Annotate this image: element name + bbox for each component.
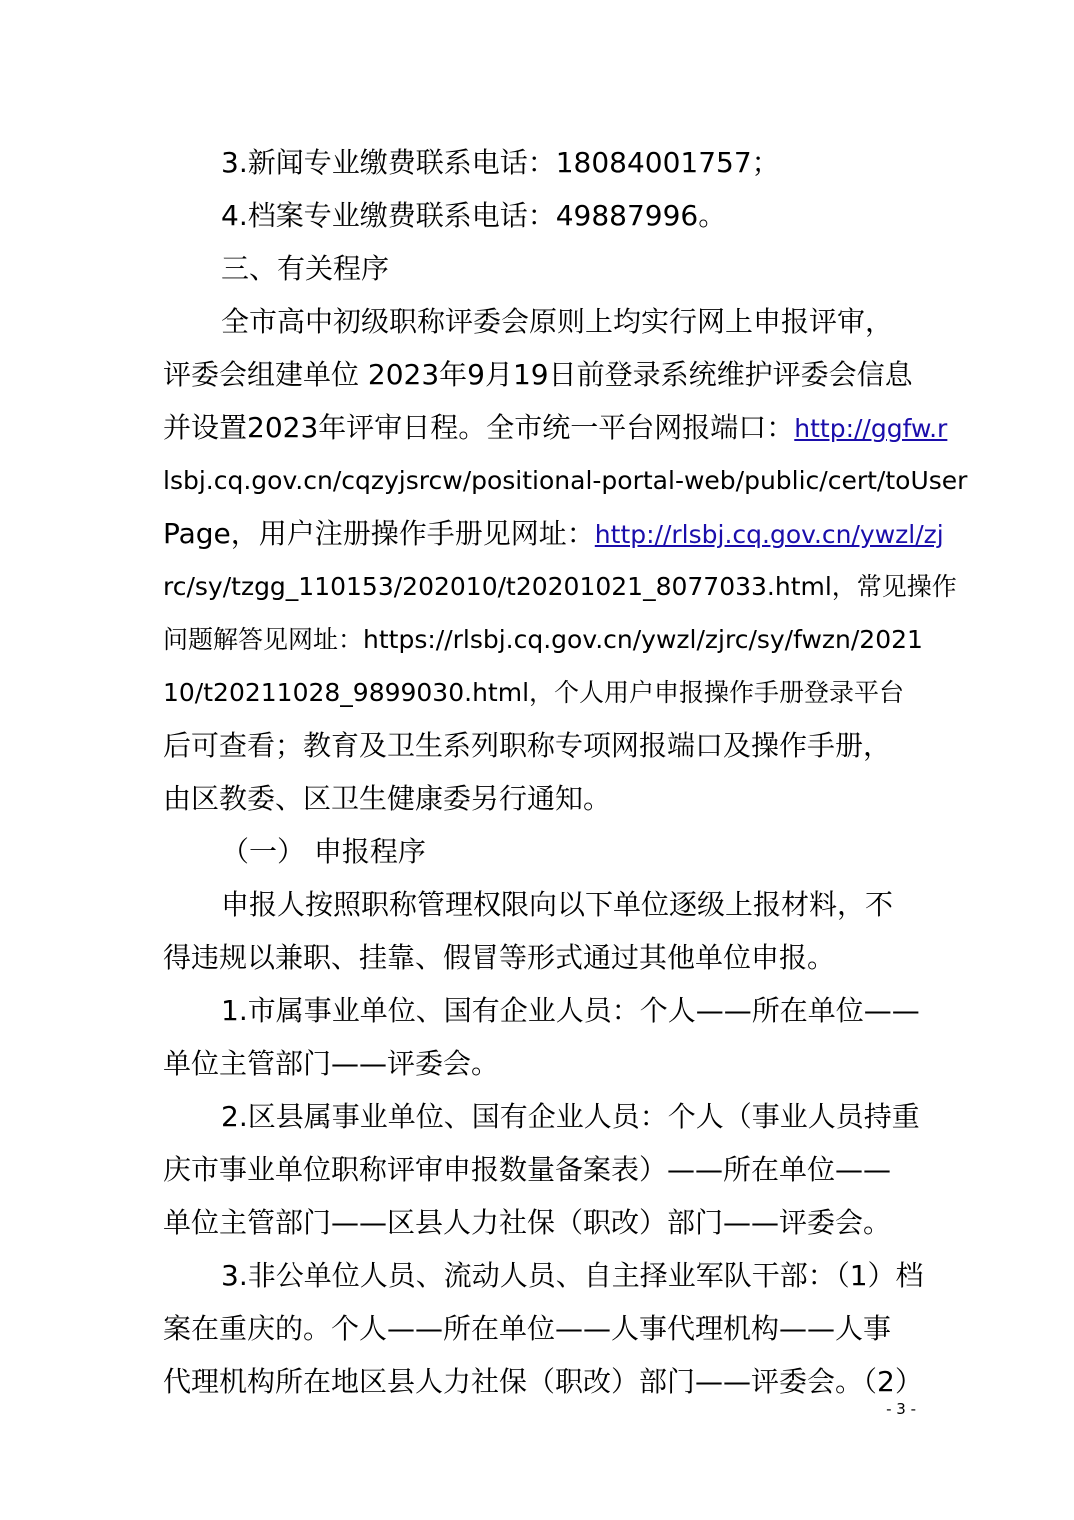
paragraph-line: rc/sy/tzgg_110153/202010/t20201021_8077033.html，常见操作 <box>163 572 957 601</box>
paragraph-line: 案在重庆的。个人——所在单位——人事代理机构——人事 <box>163 1312 892 1345</box>
paragraph-line: 2.区县属事业单位、国有企业人员：个人（事业人员持重 <box>221 1100 920 1133</box>
paragraph-line <box>163 408 948 448</box>
paragraph-text: 并设置2023年评审日程。全市统一平台网报端口： <box>163 411 795 444</box>
paragraph-line: 全市高中初级职称评委会原则上均实行网上申报评审， <box>221 305 894 338</box>
paragraph-line: 庆市事业单位职称评审申报数量备案表）——所在单位—— <box>163 1153 892 1186</box>
paragraph-line: 问题解答见网址：https://rlsbj.cq.gov.cn/ywzl/zjrc/sy/fwzn/2021 <box>163 625 923 654</box>
paragraph-line: 得违规以兼职、挂靠、假冒等形式通过其他单位申报。 <box>163 941 836 974</box>
fee-phone-archives: 4.档案专业缴费联系电话：49887996。 <box>221 199 727 232</box>
paragraph-line: 后可查看；教育及卫生系列职称专项网报端口及操作手册， <box>163 729 892 762</box>
fee-phone-journalism: 3.新闻专业缴费联系电话：18084001757； <box>221 146 780 179</box>
paragraph-line: 代理机构所在地区县人力社保（职改）部门——评委会。（2） <box>163 1365 923 1398</box>
paragraph-line: 申报人按照职称管理权限向以下单位逐级上报材料，不 <box>221 888 894 921</box>
paragraph-line: 10/t20211028_9899030.html，个人用户申报操作手册登录平台 <box>163 678 905 707</box>
registration-manual-link[interactable]: http://rlsbj.cq.gov.cn/ywzl/zj <box>594 520 944 549</box>
paragraph-line: 3.非公单位人员、流动人员、自主择业军队干部：（1）档 <box>221 1259 924 1292</box>
subsection-heading-application: （一） 申报程序 <box>221 835 426 868</box>
paragraph-text: Page，用户注册操作手册见网址： <box>163 517 595 550</box>
portal-url-continuation[interactable]: lsbj.cq.gov.cn/cqzyjsrcw/positional-portal-web/public/cert/toUser <box>163 466 968 495</box>
paragraph-line: 单位主管部门——评委会。 <box>163 1047 500 1080</box>
paragraph-line <box>163 514 944 554</box>
platform-portal-link[interactable]: http://ggfw.r <box>794 414 948 443</box>
section-heading-procedures: 三、有关程序 <box>221 252 390 285</box>
paragraph-line: 评委会组建单位 2023年9月19日前登录系统维护评委会信息 <box>163 358 913 391</box>
paragraph-line: 1.市属事业单位、国有企业人员：个人——所在单位—— <box>221 994 920 1027</box>
page-number: - 3 - <box>886 1400 916 1418</box>
paragraph-line: 由区教委、区卫生健康委另行通知。 <box>163 782 612 815</box>
paragraph-line: 单位主管部门——区县人力社保（职改）部门——评委会。 <box>163 1206 892 1239</box>
